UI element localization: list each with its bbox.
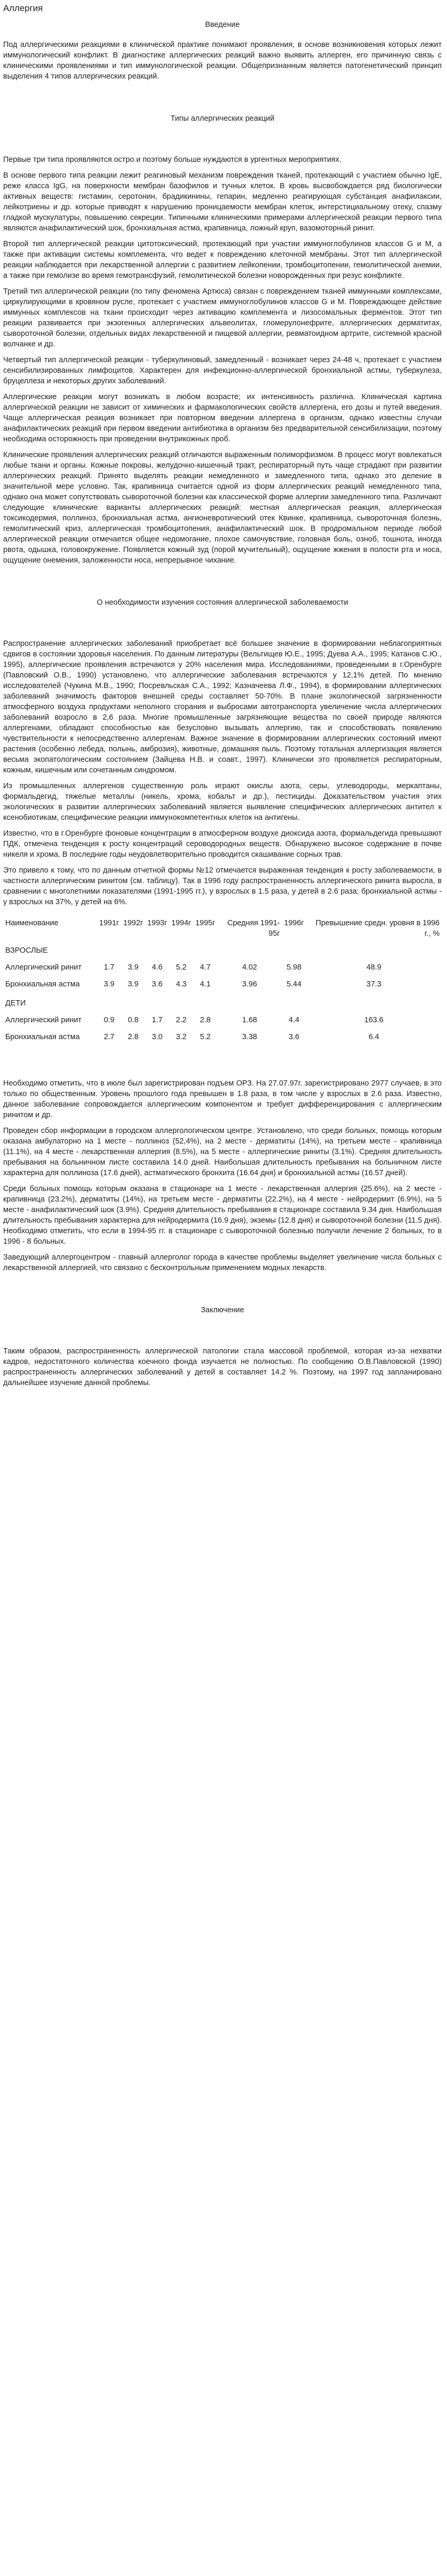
table-cell: 5.98 [286, 963, 302, 972]
table-cell: 1.7 [151, 1016, 163, 1025]
table-cell: 3.0 [151, 1033, 163, 1042]
table-row [3, 976, 442, 993]
table-header-cell: 1995г [195, 919, 215, 928]
table-cell: 3.9 [128, 980, 139, 989]
table-row-label: Аллергический ринит [5, 963, 82, 972]
table-cell: 1.7 [103, 963, 115, 972]
table-cell: 3.38 [242, 1033, 258, 1042]
table-cell: 5.2 [176, 963, 187, 972]
table-cell: 1.68 [242, 1016, 258, 1025]
types-paragraph-1: Первые три типа проявляются остро и поэтому больше нуждаются в ургентных мероприятиях. [3, 156, 341, 164]
need-paragraph-6: Проведен сбор информации в городском аллергологическом центре. Установлено, что среди больных, помощь которым оказана амбулаторно на 1 месте - поллиноз (52,4%), на 2 месте - дерматиты (14%), на третьем месте - крапивница (11.1%), на 4 месте - лекарственная аллергия (8.5%), на 5 месте - аллергические риниты (3.1%). Средняя длительность пребывания на больничном листе составила 14.0 дней. Наибольшая длительность пребывания на больничном листе характерна для поллиноза (17.6 дней), астматического бронхита (16.64 дня) и бронхиальной астмы (16.57 дней). [3, 1127, 442, 1178]
need-paragraph-8: Заведующий аллергоцентром - главный аллерголог города в качестве проблемы выделяет увеличение числа больных с лекарственной аллергией, что связано с бесконтрольным применением модных лекарств. [3, 1253, 442, 1273]
table-header-cell: 1992г [123, 919, 144, 928]
table-cell: 0.9 [103, 1016, 115, 1025]
table-cell: 3.9 [128, 963, 139, 972]
table-header-row [3, 917, 442, 940]
need-paragraph-7: Среди больных помощь которым оказана в стационаре на 1 месте - лекарственная аллергия (25.6%), на 2 месте - крапивница (23.2%), дерматиты (14%), на третьем месте - дерматиты (22.2%), на 4 месте - нейродермит (6.9%), на 5 месте - анафилактический шок (3.9%). Средняя длительность пребывания в стационаре составила 9.34 дня. Наибольшая длительность пребывания характерна для нейродермита (16.9 дня), экземы (12.8 дня) и сывороточной болезни (11.5 дня). Необходимо отметить, что если в 1994-95 гг. в стационаре с сывороточной болезнью получили лечение 2 больных, то в 1996 - 8 больных. [3, 1185, 442, 1246]
table-cell: 2.7 [103, 1033, 115, 1042]
need-paragraph-2: Из промышленных аллергенов существенную роль играют окислы азота, серы, углеводороды, меркаптаны, формальдегид, тяжелые металлы (никель, хрома, кобальт и др.), пестициды. Доказательством участия этих экологических в развитии аллергических заболеваний является выявление специфических аллергических антител к ксенобиотикам, специфические реакции иммунокомпетентных клеток на антигены. [3, 782, 442, 822]
types-paragraph-3: Второй тип аллергической реакции цитотоксический, протекающий при участии иммуноглобулинов классов G и M, а также при активации системы комплемента, что ведет к повреждению клеточной мембраны. Этот тип аллергической реакции наблюдается при лекарственной аллергии с развитием лейкопении, тромбоцитопении, гемолитической анемии, а также при гемолизе во время гемотрансфузий, гемолитической болезни новорожденных при резус конфликте. [3, 240, 442, 280]
need-paragraph-4: Это привело к тому, что по данным отчетной формы №12 отмечается выраженная тенденция к росту заболеваемости, в частности аллергическим ринитом (см. таблицу). Так в 1996 году распространенность аллергического ринита выросла, в сравнении с многолетними показателями (1991-1995 гг.), у взрослых в 1.5 раза, у детей в 2.6 раза; бронхиальной астмы - у взрослых на 37%, у детей на 6%. [3, 866, 442, 907]
table-cell: 0.8 [128, 1016, 139, 1025]
table-group-label: ДЕТИ [5, 999, 26, 1008]
types-heading: Типы аллергических реакций [170, 114, 274, 123]
table-cell: 163.6 [364, 1016, 384, 1025]
table-cell: 4.1 [199, 980, 211, 989]
conclusion-paragraph: Таким образом, распространенность аллергической патологии стала массовой проблемой, которая из-за нехватки кадров, недостаточного количества коечного фонда изучается не полностью. По сообщению О.В.Павловской (1990) распространенность аллергических заболеваний у детей в составляет 14.2 %. Поэтому, на 1997 год запланировано дальнейшее изучение данной проблемы. [3, 1347, 442, 1388]
table-cell: 4.4 [288, 1016, 300, 1025]
table-row [3, 1012, 442, 1029]
table-group-row [3, 940, 442, 959]
table-cell: 5.44 [286, 980, 302, 989]
table-cell: 4.7 [199, 963, 211, 972]
table-cell: 3.2 [176, 1033, 187, 1042]
table-header-cell: 1996г [284, 919, 304, 928]
table-cell: 2.8 [199, 1016, 211, 1025]
table-cell: 4.02 [242, 963, 258, 972]
intro-heading: Введение [205, 21, 240, 30]
types-paragraph-2: В основе первого типа реакции лежит реагиновый механизм повреждения тканей, протекающий с участием обычно IgE, реже класса IgG, на поверхности мембран базофилов и тучных клеток. В кровь высвобождается ряд биологически активных веществ: гистамин, серотонин, брадикинины, гепарин, медленно реагирующая субстанция анафилаксии, лейкотриены и др. которые приводят к нарушению проницаемости мембран клеток, интерстициальному отеку, спазму гладкой мускулатуры, повышению секреции. Типичными клиническими примерами аллергической реакции первого типа являются анафилактический шок, бронхиальная астма, крапивница, ложный круп, вазомоторный ринит. [3, 171, 442, 233]
table-cell: 6.4 [368, 1033, 379, 1042]
table-row [3, 1029, 442, 1045]
types-paragraph-4: Третий тип аллергической реакции (по типу феномена Артюса) связан с повреждением тканей иммунными комплексами, циркулирующими в кровяном русле, протекает с участием иммуноглобулинов классов G и M. Повреждающее действие иммунных комплексов на ткани происходит через активацию комплемента и лизосомальных ферментов. Этот тип реакции развивается при экзогенных аллергических альвеолитах, гломерулонефрите, аллергических дерматитах, сывороточной болезни, отдельных видах лекарственной и пищевой аллергии, ревматоидном артрите, системной красной волчанке и др. [3, 287, 442, 349]
table-cell: 2.8 [128, 1033, 139, 1042]
table-cell: 4.3 [176, 980, 187, 989]
table-row-label: Бронхиальная астма [5, 1033, 80, 1042]
need-paragraph-5: Необходимо отметить, что в июле был зарегистрирован подъем ОРЗ. На 27.07.97г. зарегистрировано 2977 случаев, в это только по общественным. Уровень прошлого года превышен в 1.8 раза, в том числе у взрослых в 2.6 раза. Известно, данное заболевание сопровождается аллергическим компонентом и требует дифференцирования с аллергическим ринитом и др. [3, 1079, 442, 1120]
types-paragraph-5: Четвертый тип аллергической реакции - туберкулиновый, замедленный - возникает через 24-48 ч, протекает с участием сенсибилизированных лимфоцитов. Характерен для инфекционно-аллергической бронхиальной астмы, туберкулеза, бруцеллеза и некоторых других заболеваний. [3, 356, 442, 386]
table-header-cell: 1991г [99, 919, 119, 928]
table-cell: 3.6 [288, 1033, 300, 1042]
table-cell: 37.3 [366, 980, 382, 989]
table-row [3, 959, 442, 976]
need-paragraph-1: Распространение аллергических заболеваний приобретает всё большее значение в формировании неблагоприятных сдвигов в состоянии здоровья населения. По данным литературы (Вельтищев Ю.Е., 1995; Дуева А.А., 1995; Катанов С.Ю., 1995), аллергические проявления встречаются у 20% населения мира. Исследованиями, проведенными в г.Оренбурге (Павловский О.В., 1990) установлено, что аллергические заболевания встречаются у 12,1% детей. По мнению исследователей (Чукина М.В., 1990; Посревльская С.А., 1992; Казначеева Л.Ф., 1994), в формировании аллергических заболеваний значимость факторов внешней среды составляет 50-70%. В плане экологической загрязненности атмосферного воздуха продуктами неполного сгорания и выбросами автотранспорта увеличение числа аллергических заболеваний возросло в 2,6 раза. Многие промышленные загрязняющие вещества по своей природе являются аллергенами, обладают способностью как безусловно вызывать аллергию, так и способствовать появлению чувствительности к непосредственно аллергенам. Важное значение в формировании аллергических состояний имеют растения (особенно лебеда, полынь, амброзия), животные, домашняя пыль. Поэтому тотальная аллергизация является весьма экопатологическим состоянием (Зайцева Н.В. и соавт., 1997). Клинически это проявляется респираторным, кожным, кишечным или сочетанным синдромом. [3, 640, 442, 775]
document-title: Аллергия [3, 3, 43, 13]
types-paragraph-7: Клинические проявления аллергических реакций отличаются выраженным полиморфизмом. В процесс могут вовлекаться любые ткани и органы. Кожные покровы, желудочно-кишечный тракт, респираторный путь чаще страдают при развитии аллергических реакций. Принято выделять реакции немедленного и замедленного типа, однако это деление в значительной мере условно. Так, крапивница считается одной из форм аллергических реакций немедленного типа, однако она может сопутствовать сывороточной болезни как классической форме аллергии замедленного типа. Различают следующие клинические варианты аллергических реакций: местная аллергическая реакция, аллергическая токсикодермия, поллиноз, бронхиальная астма, ангионевротический отек Квинке, крапивница, сывороточная болезнь, гемолитический криз, аллергическая тромбоцитопения, анафилактический шок. В продромальном периоде любой аллергической реакции отмечается общее недомогание, плохое самочувствие, головная боль, озноб, тошнота, иногда рвота, одышка, головокружение. Появляется кожный зуд (порой мучительный), ощущение жжения в полости рта и носа, ощущение онемения, заложенности носа, непрерывное чихание. [3, 451, 442, 565]
table-header-cell: 1994г [171, 919, 192, 928]
table-group-label: ВЗРОСЛЫЕ [5, 946, 48, 955]
table-cell: 48.9 [366, 963, 382, 972]
table-cell: 3.96 [242, 980, 258, 989]
conclusion-heading: Заключение [201, 1306, 244, 1315]
intro-paragraph: Под аллергическими реакциями в клинической практике понимают проявления, в основе возникновения которых лежит иммунологический конфликт. В диагностике аллергических реакций важно выявить аллерген, его причинную связь с клиническими проявлениями и тип иммунологической реакции. Общепризнанным является патогенетический принцип выделения 4 типов аллергических реакций. [3, 41, 442, 81]
table-cell: 2.2 [176, 1016, 187, 1025]
table-cell: 4.6 [151, 963, 163, 972]
table-cell: 5.2 [199, 1033, 211, 1042]
need-paragraph-3: Известно, что в г.Оренбурге фоновые концентрации в атмосферном воздухе диоксида азота, формальдегида превышают ПДК, отмечена тенденция к росту концентраций сероводородных веществ. Обнаружено высокое содержание в почве никеля и хрома. В последние годы неудовлетворительно проводится скашивание сорных трав. [3, 829, 442, 859]
table-header-cell: Превышение средн. уровня в 1996 г., % [316, 919, 440, 938]
table-cell: 3.6 [151, 980, 163, 989]
table-group-row [3, 993, 442, 1012]
table-header-cell: Средняя 1991-95г [227, 919, 280, 938]
table-cell: 3.9 [103, 980, 115, 989]
morbidity-table [3, 917, 442, 1045]
table-header-cell: 1993г [147, 919, 167, 928]
table-header-cell: Наименование [5, 919, 59, 928]
table-row-label: Аллергический ринит [5, 1016, 82, 1025]
table-row-label: Бронхиальная астма [5, 980, 80, 989]
need-heading: О необходимости изучения состояния аллергической заболеваемости [97, 598, 348, 607]
types-paragraph-6: Аллергические реакции могут возникать в любом возрасте; их интенсивность различна. Клиническая картина аллергической реакции не зависит от химических и фармакологических свойств аллергена, его дозы и путей введения. Чаще аллергическая реакция возникает при повторном введении аллергена в организм, однако известны случаи анафилактических реакций при первом введении антибиотика в организм без предварительной сенсибилизации, поэтому необходима осторожность при проведении внутрикожных проб. [3, 393, 442, 444]
